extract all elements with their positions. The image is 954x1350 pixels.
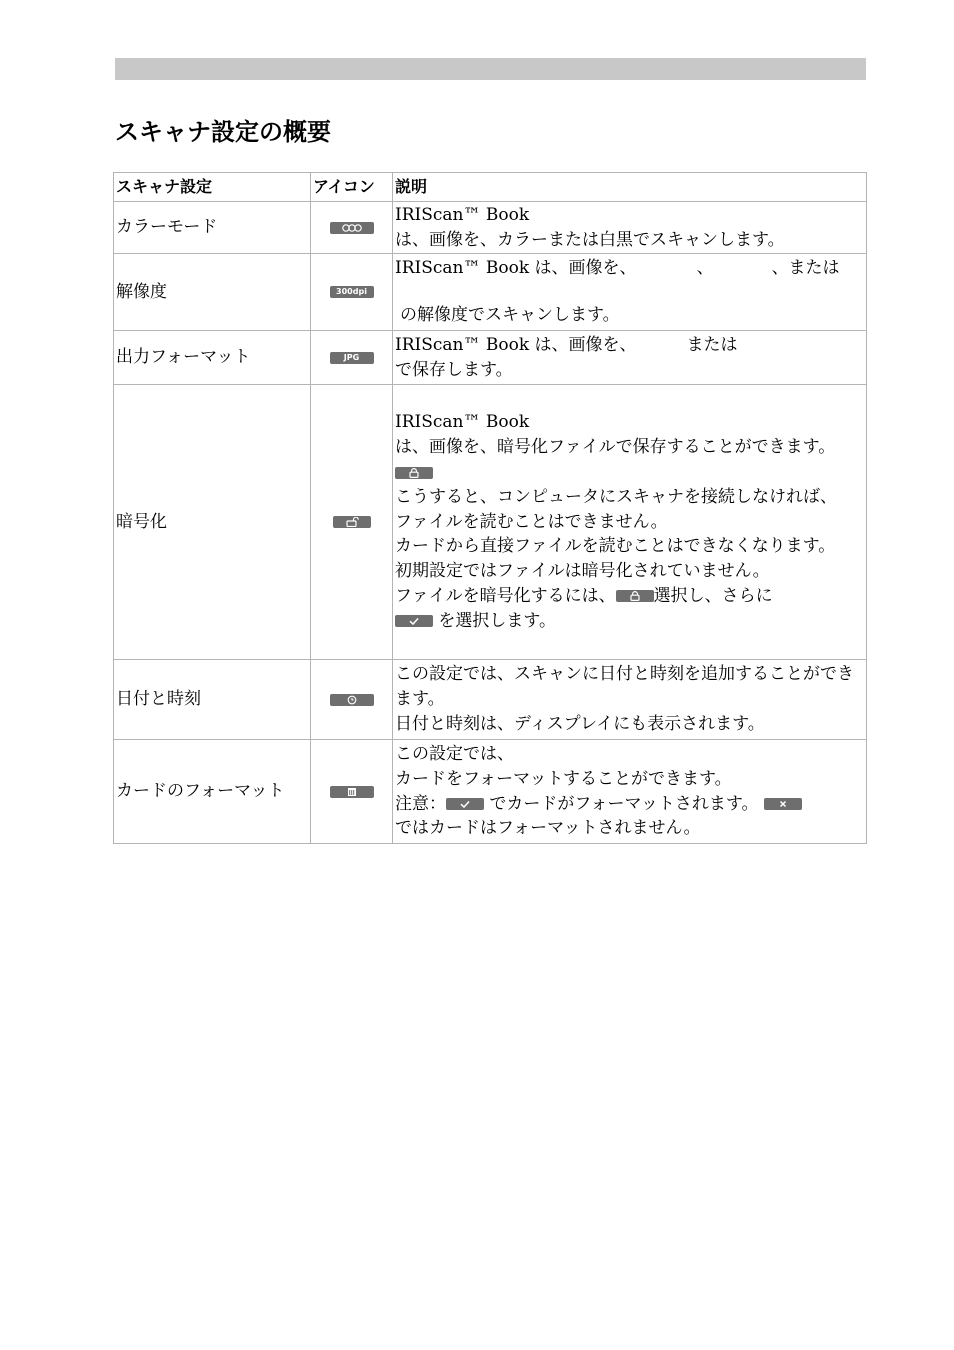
check-icon bbox=[446, 798, 484, 810]
jpg-format-icon: JPG bbox=[330, 352, 374, 364]
table-row bbox=[114, 202, 867, 254]
lock-open-icon bbox=[333, 516, 371, 528]
setting-description: IRIScan™ Book は、画像を、カラーまたは白黒でスキャンします。 bbox=[393, 202, 867, 254]
page-title: スキャナ設定の概要 bbox=[115, 118, 331, 146]
table-header-row bbox=[114, 173, 867, 202]
table-row bbox=[114, 660, 867, 740]
setting-name: 暗号化 bbox=[114, 385, 311, 660]
setting-description: IRIScan™ Book は、画像を、 、 、または の解像度でスキャンします。 bbox=[393, 254, 867, 331]
memory-card-icon bbox=[330, 786, 374, 798]
lock-icon bbox=[616, 590, 654, 602]
setting-description: この設定では、スキャンに日付と時刻を追加することができます。 日付と時刻は、ディスプレイにも表示されます。 bbox=[393, 660, 867, 740]
setting-description: この設定では、 カードをフォーマットすることができます。 注意： でカードがフォーマットされます。 ではカードはフォーマットされません。 bbox=[393, 740, 867, 844]
lock-icon bbox=[395, 467, 433, 479]
setting-name: 出力フォーマット bbox=[114, 331, 311, 385]
header-bar bbox=[115, 58, 866, 80]
header-icon: アイコン bbox=[311, 173, 393, 202]
setting-name: カードのフォーマット bbox=[114, 740, 311, 844]
close-icon bbox=[764, 798, 802, 810]
check-icon bbox=[395, 615, 433, 627]
color-mode-icon bbox=[330, 222, 374, 234]
table-row bbox=[114, 254, 867, 331]
setting-description: IRIScan™ Book は、画像を、 または で保存します。 bbox=[393, 331, 867, 385]
header-setting: スキャナ設定 bbox=[114, 173, 311, 202]
table-row bbox=[114, 331, 867, 385]
scanner-settings-table bbox=[113, 172, 867, 844]
header-description: 説明 bbox=[393, 173, 867, 202]
setting-description: IRIScan™ Book は、画像を、暗号化ファイルで保存することができます。 こうすると、コンピュータにスキャナを接続しなければ、 ファイルを読むことはできません。 カードから直接ファイルを読むことはできなくなります。 初期設定ではファイルは暗号化されていません。 ファイルを暗号化するには、 選択し、さらに を選択します。 bbox=[393, 385, 867, 660]
setting-name: 解像度 bbox=[114, 254, 311, 331]
table-row bbox=[114, 740, 867, 844]
resolution-icon: 300dpi bbox=[330, 286, 374, 298]
setting-name: 日付と時刻 bbox=[114, 660, 311, 740]
table-row bbox=[114, 385, 867, 660]
setting-name: カラーモード bbox=[114, 202, 311, 254]
clock-icon bbox=[330, 694, 374, 706]
